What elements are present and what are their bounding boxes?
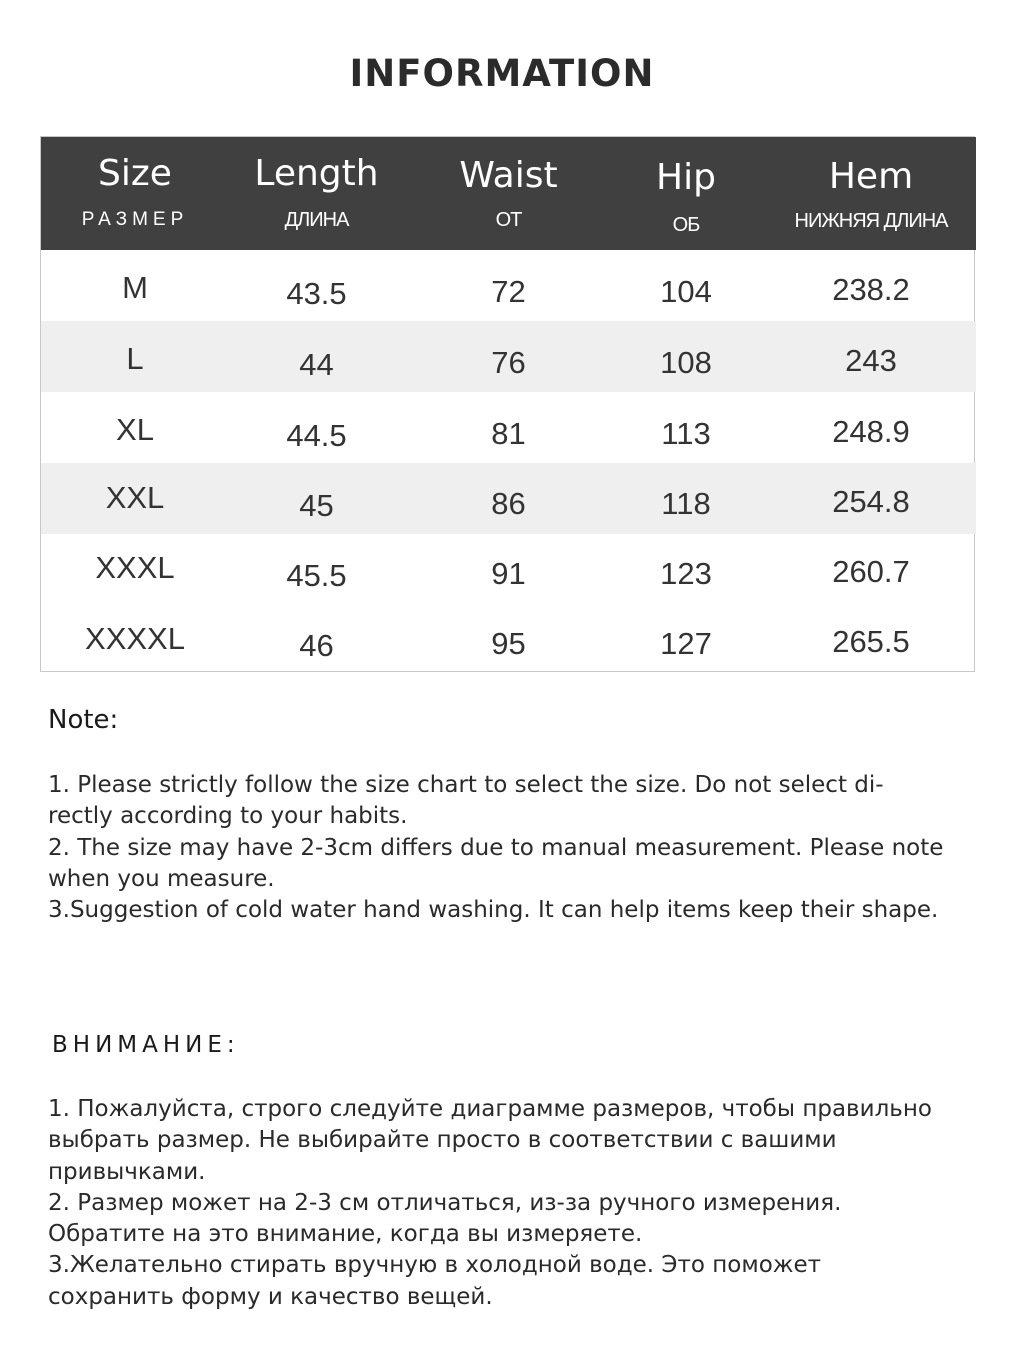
- table-row: [41, 250, 976, 321]
- cell-size: XXXXL: [85, 621, 185, 656]
- table-header: [41, 137, 976, 250]
- cell-waist: 76: [491, 345, 526, 380]
- cell-hem: 243: [845, 343, 897, 378]
- cell-hip: 123: [660, 556, 712, 591]
- cell-size: M: [122, 270, 148, 305]
- header-hip-en: Hip: [656, 157, 716, 198]
- header-hip-ru: ОБ: [672, 214, 700, 236]
- cell-waist: 91: [491, 556, 526, 591]
- header-hem-ru: НИЖНЯЯ ДЛИНА: [794, 210, 948, 232]
- header-waist-en: Waist: [459, 155, 558, 196]
- size-table: [40, 136, 975, 672]
- note-paragraph: 2. The size may have 2-3cm differs due to manual measurement. Please note when you measure.: [48, 834, 944, 892]
- table-row: [41, 392, 976, 463]
- cell-length: 44.5: [286, 418, 347, 453]
- cell-waist: 86: [491, 486, 526, 521]
- header-hip: [601, 137, 771, 250]
- header-waist-ru: ОТ: [495, 209, 522, 231]
- header-waist: [416, 137, 601, 250]
- note-paragraph: 1. Please strictly follow the size chart to select the size. Do not select di-rectly according to your habits.: [48, 772, 884, 830]
- cell-size: L: [126, 341, 144, 376]
- table-row: [41, 605, 976, 676]
- header-size: [41, 137, 229, 250]
- cell-hem: 248.9: [832, 414, 910, 449]
- cell-hip: 104: [660, 274, 712, 309]
- header-hem: [771, 137, 971, 250]
- note-title: Note:: [48, 705, 119, 735]
- note-paragraph: 1. Пожалуйста, строго следуйте диаграмме размеров, чтобы правильно выбрать размер. Не выбирайте просто в соответствии с вашими привычками.: [48, 1096, 932, 1185]
- note-title-ru: ВНИМАНИЕ:: [52, 1032, 240, 1058]
- cell-length: 45.5: [286, 558, 347, 593]
- cell-waist: 81: [491, 416, 526, 451]
- note-text-ru: [48, 1094, 948, 1313]
- cell-length: 43.5: [286, 276, 347, 311]
- page-title: INFORMATION: [349, 52, 655, 95]
- cell-hip: 113: [661, 416, 711, 451]
- table-row: [41, 321, 976, 392]
- cell-length: 44: [299, 347, 334, 382]
- note-paragraph: 3.Suggestion of cold water hand washing. It can help items keep their shape.: [48, 897, 939, 924]
- cell-hem: 254.8: [832, 484, 910, 519]
- cell-hip: 127: [660, 626, 712, 661]
- cell-hem: 265.5: [832, 624, 910, 659]
- header-length: [229, 137, 404, 250]
- note-paragraph: 3.Желательно стирать вручную в холодной воде. Это поможет сохранить форму и качество вещей.: [48, 1252, 822, 1310]
- cell-hem: 260.7: [832, 554, 910, 589]
- cell-hip: 108: [660, 345, 712, 380]
- cell-size: XL: [116, 412, 154, 447]
- cell-hip: 118: [661, 486, 711, 521]
- note-paragraph: 2. Размер может на 2-3 см отличаться, из-за ручного измерения. Обратите на это внимание, когда вы измеряете.: [48, 1189, 842, 1248]
- header-size-ru: РАЗМЕР: [81, 209, 189, 230]
- cell-size: XXL: [105, 480, 165, 515]
- cell-waist: 72: [491, 274, 526, 309]
- header-hem-en: Hem: [828, 156, 914, 197]
- note-text-en: [48, 770, 948, 926]
- header-length-en: Length: [254, 153, 379, 194]
- header-size-en: Size: [98, 153, 172, 194]
- cell-hem: 238.2: [832, 272, 910, 307]
- header-length-ru: ДЛИНА: [284, 209, 349, 231]
- table-row: [41, 534, 976, 605]
- cell-size: XXXL: [95, 550, 175, 585]
- cell-waist: 95: [491, 626, 526, 661]
- table-row: [41, 463, 976, 534]
- cell-length: 46: [299, 628, 334, 663]
- cell-length: 45: [299, 488, 334, 523]
